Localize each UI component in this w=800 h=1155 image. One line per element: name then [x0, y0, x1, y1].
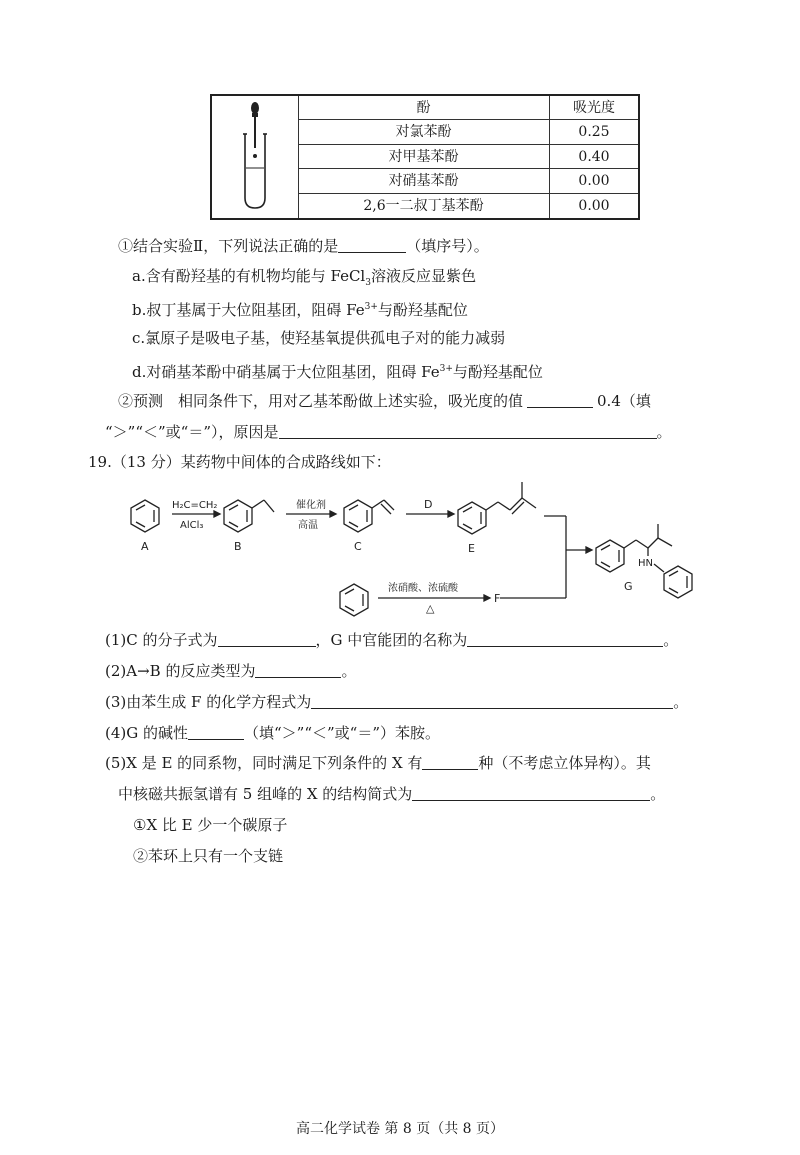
compound-G-ring1	[596, 540, 624, 572]
q18-part1: ①结合实验Ⅱ，下列说法正确的是 （填序号）。	[118, 237, 489, 255]
q19-sub5-line2: 中核磁共振氢谱有 5 组峰的 X 的结构简式为 。	[118, 785, 666, 803]
ethylbenzene-B-ring	[224, 500, 252, 532]
answer-blank[interactable]	[338, 236, 406, 253]
answer-blank[interactable]	[279, 422, 657, 439]
answer-blank[interactable]	[467, 630, 663, 647]
option-c: c.氯原子是吸电子基，使羟基氧提供孤电子对的能力减弱	[132, 329, 506, 347]
answer-blank[interactable]	[412, 784, 650, 801]
dropper-test-tube-icon	[212, 96, 298, 218]
option-b: b.叔丁基属于大位阻基团，阻碍 $Fe^{3+}$与酚羟基配位	[132, 301, 468, 319]
reagent-high-temp: 高温	[298, 520, 318, 531]
reagent-alcl3: AlCl₃	[180, 520, 204, 531]
answer-blank[interactable]	[422, 753, 478, 770]
label-E: E	[468, 542, 475, 555]
compound-E-ring	[458, 502, 486, 534]
q19-sub3: (3)由苯生成 F 的化学方程式为 。	[105, 693, 689, 711]
absorbance-cell: 0.00	[578, 197, 610, 214]
benzene-A-ring	[131, 500, 159, 532]
label-C: C	[354, 540, 362, 553]
q19-sub5: (5)X 是 E 的同系物，同时满足下列条件的 X 有 种（不考虑立体异构）。其	[105, 754, 651, 772]
table-row	[298, 145, 638, 169]
table-header-row	[298, 96, 638, 120]
page-footer: 高二化学试卷 第 8 页（共 8 页）	[295, 1121, 505, 1137]
nh-label: HN	[638, 558, 653, 569]
benzene-bottom-ring	[340, 584, 368, 616]
reagent-heat: △	[426, 602, 435, 615]
phenol-cell: 对氯苯酚	[298, 120, 550, 143]
option-d: d.对硝基苯酚中硝基属于大位阻基团，阻碍 $Fe^{3+}$与酚羟基配位	[132, 363, 543, 381]
q19-sub1: (1)C 的分子式为 ，G 中官能团的名称为 。	[105, 631, 679, 649]
label-B: B	[234, 540, 242, 553]
q19-heading: 19.（13 分）某药物中间体的合成路线如下：	[88, 453, 391, 471]
condition-2: ②苯环上只有一个支链	[133, 847, 284, 865]
phenol-cell: 2,6一二叔丁基苯酚	[298, 194, 550, 218]
absorbance-cell: 0.00	[578, 173, 610, 190]
absorbance-cell: 0.25	[578, 124, 610, 141]
absorbance-cell: 0.40	[578, 148, 610, 165]
synthesis-scheme	[110, 478, 720, 618]
q18-part2: ②预测 相同条件下，用对乙基苯酚做上述实验，吸光度的值 0.4（填	[118, 392, 651, 410]
absorbance-table	[210, 94, 640, 220]
option-a: a.含有酚羟基的有机物均能与 FeCl$_3$溶液反应显紫色	[132, 267, 476, 288]
compound-G-ring2	[664, 566, 692, 598]
label-G: G	[624, 580, 633, 593]
condition-1: ①X 比 E 少一个碳原子	[133, 816, 288, 834]
reagent-catalyst: 催化剂	[296, 500, 326, 511]
phenol-cell: 对甲基苯酚	[298, 145, 550, 168]
label-A: A	[141, 540, 149, 553]
answer-blank[interactable]	[527, 391, 593, 408]
q19-sub2: (2)A→B 的反应类型为 。	[105, 662, 357, 680]
reagent-ethylene: H₂C=CH₂	[172, 500, 218, 511]
phenol-cell: 对硝基苯酚	[298, 169, 550, 192]
answer-blank[interactable]	[188, 723, 244, 740]
answer-blank[interactable]	[218, 630, 316, 647]
table-row	[298, 169, 638, 193]
reagent-nitration: 浓硝酸、浓硫酸	[388, 583, 458, 594]
table-row	[298, 120, 638, 144]
q19-sub4: (4)G 的碱性 （填“＞”“＜”或“＝”）苯胺。	[105, 724, 441, 742]
table-row	[298, 194, 638, 218]
label-F: F	[494, 592, 501, 605]
q18-part2-reason: “＞”“＜”或“＝”），原因是 。	[105, 423, 672, 441]
header-absorbance: 吸光度	[573, 100, 615, 116]
header-phenol: 酚	[298, 96, 550, 119]
styrene-C-ring	[344, 500, 372, 532]
answer-blank[interactable]	[255, 661, 341, 678]
reagent-D: D	[424, 498, 433, 511]
test-tube-cell	[212, 96, 299, 218]
answer-blank[interactable]	[311, 692, 673, 709]
